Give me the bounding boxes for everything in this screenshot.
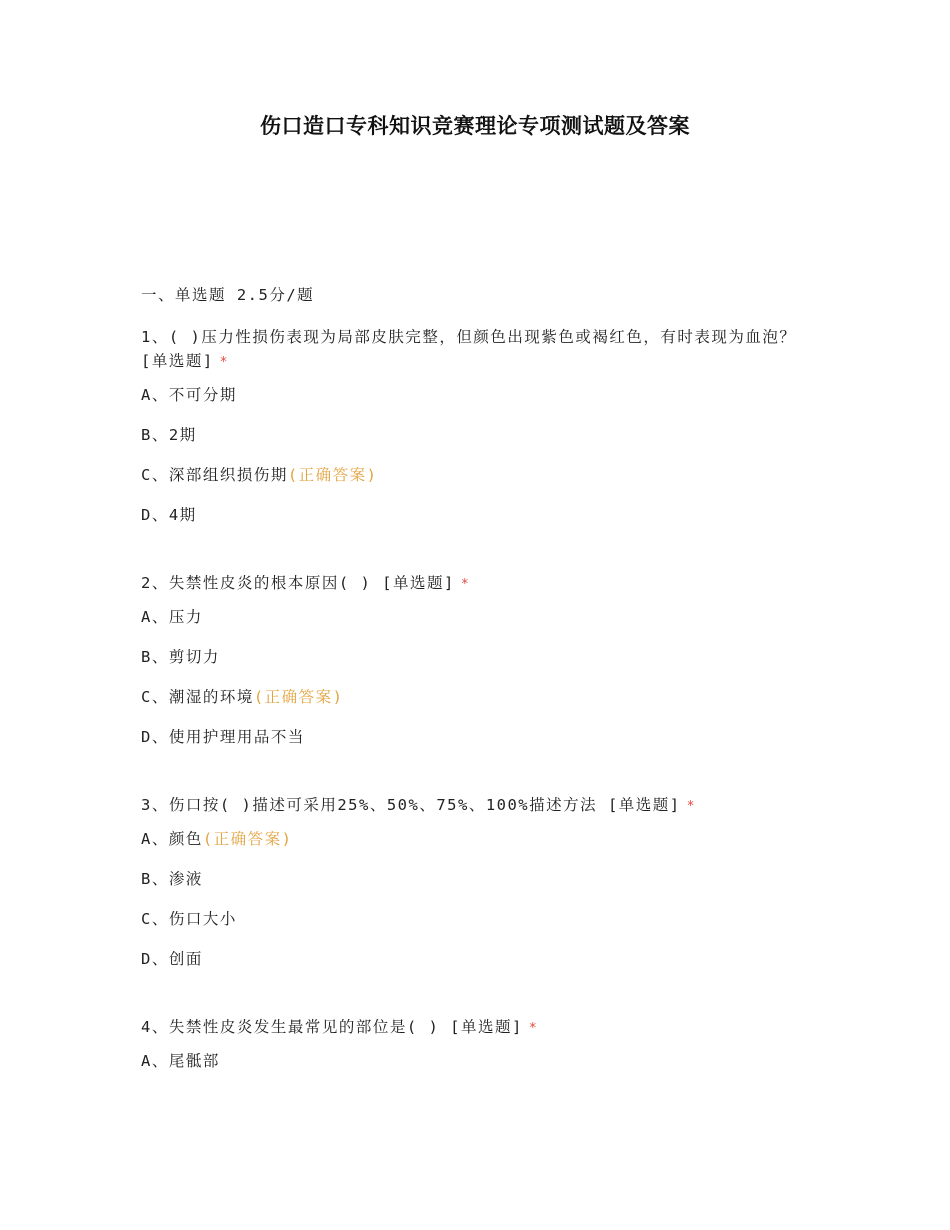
question-block <box>141 793 821 971</box>
question-block <box>141 571 821 749</box>
answer-option <box>141 867 821 891</box>
required-asterisk-icon: * <box>686 799 696 814</box>
question-stem: 2、失禁性皮炎的根本原因( ) [单选题] <box>141 574 455 592</box>
answer-option <box>141 725 821 749</box>
answer-option <box>141 503 821 527</box>
section-heading: 一、单选题 2.5分/题 <box>141 286 315 304</box>
required-asterisk-icon: * <box>528 1021 539 1036</box>
question-stem: 3、伤口按( )描述可采用25%、50%、75%、100%描述方法 [单选题] <box>141 796 681 814</box>
question-block <box>141 325 821 527</box>
answer-option <box>141 423 821 447</box>
correct-answer-tag: (正确答案) <box>287 466 378 484</box>
option-label: D、创面 <box>141 950 203 968</box>
question-block <box>141 1015 821 1073</box>
answer-option <box>141 827 821 851</box>
option-label: A、不可分期 <box>141 386 237 404</box>
option-label: C、伤口大小 <box>141 910 237 928</box>
quiz-content <box>141 283 821 1117</box>
option-label: C、潮湿的环境 <box>141 688 254 706</box>
question-stem: 4、失禁性皮炎发生最常见的部位是( ) [单选题] <box>141 1018 523 1036</box>
option-label: A、压力 <box>141 608 203 626</box>
question-stem: 1、( )压力性损伤表现为局部皮肤完整，但颜色出现紫色或褐红色，有时表现为血泡？ [单选题] <box>141 328 797 370</box>
correct-answer-tag: (正确答案) <box>202 830 293 848</box>
answer-option <box>141 645 821 669</box>
question-text <box>141 325 821 375</box>
option-label: B、渗液 <box>141 870 203 888</box>
option-label: C、深部组织损伤期 <box>141 466 288 484</box>
required-asterisk-icon: * <box>460 577 471 592</box>
question-list <box>141 325 821 1073</box>
correct-answer-tag: (正确答案) <box>253 688 344 706</box>
option-label: B、剪切力 <box>141 648 220 666</box>
answer-option <box>141 1049 821 1073</box>
answer-option <box>141 383 821 407</box>
answer-option <box>141 947 821 971</box>
answer-option <box>141 685 821 709</box>
required-asterisk-icon: * <box>219 355 229 370</box>
option-label: A、尾骶部 <box>141 1052 220 1070</box>
question-text <box>141 793 821 819</box>
question-text <box>141 1015 821 1041</box>
option-label: D、4期 <box>141 506 197 524</box>
page-title: 伤口造口专科知识竞赛理论专项测试题及答案 <box>260 113 690 138</box>
answer-option <box>141 907 821 931</box>
option-label: B、2期 <box>141 426 197 444</box>
option-label: A、颜色 <box>141 830 203 848</box>
question-text <box>141 571 821 597</box>
answer-option <box>141 605 821 629</box>
answer-option <box>141 463 821 487</box>
option-label: D、使用护理用品不当 <box>141 728 305 746</box>
